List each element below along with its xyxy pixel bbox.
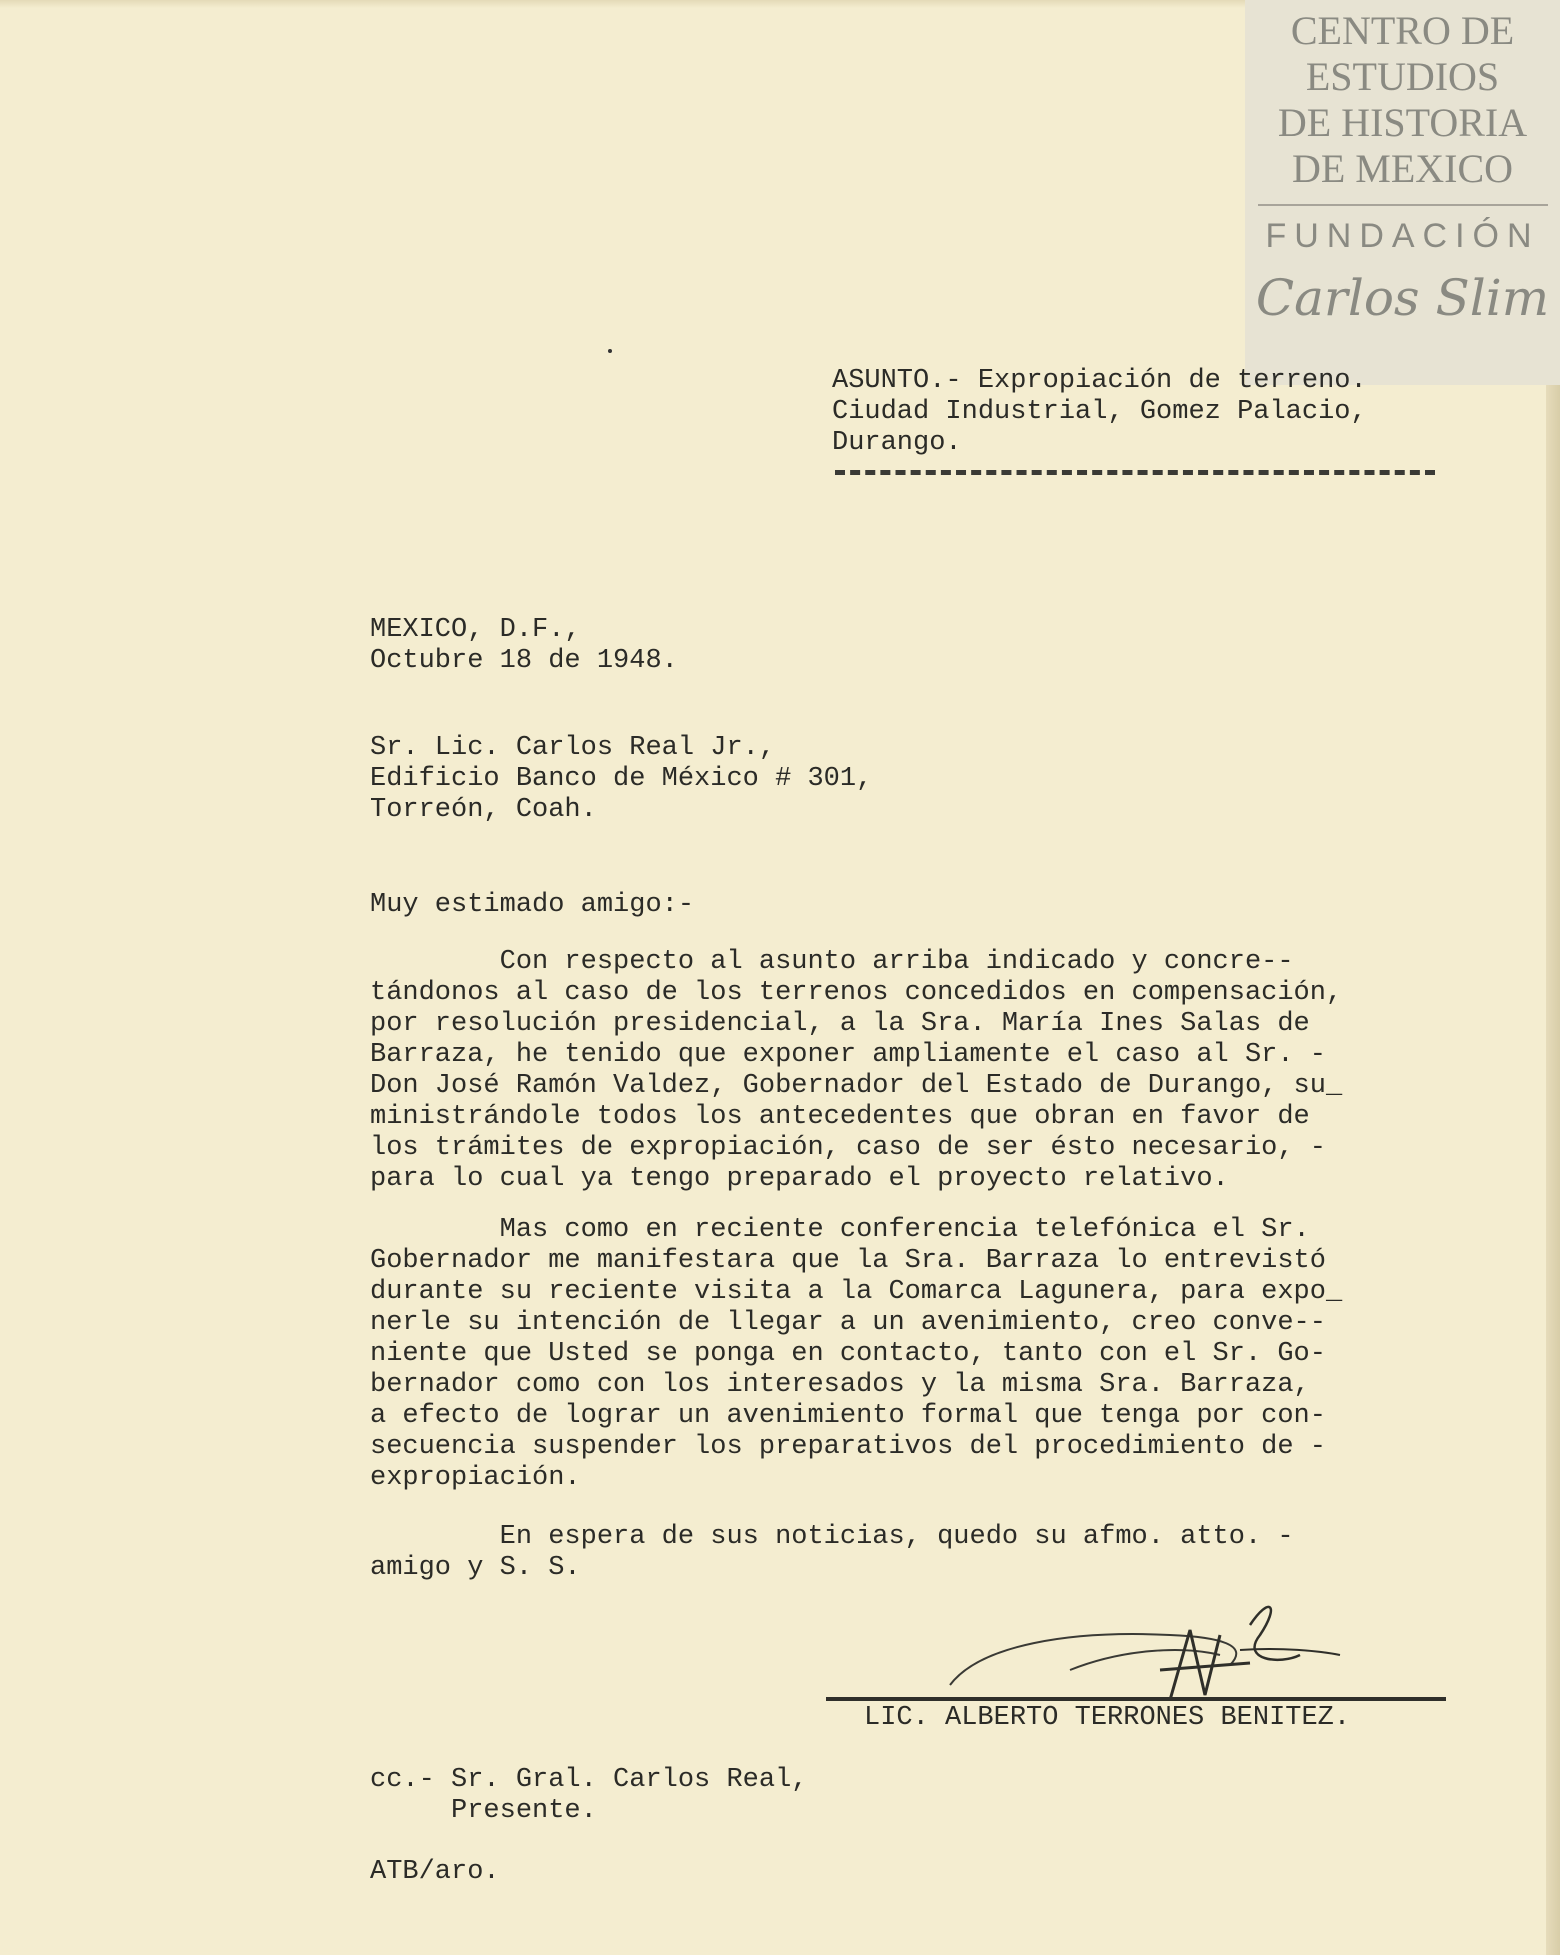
carbon-copy-block xyxy=(370,1765,807,1827)
body-line: Con respecto al asunto arriba indicado y concre-- xyxy=(370,947,1294,977)
watermark-line-3: DE HISTORIA xyxy=(1277,100,1528,145)
body-line: Barraza, he tenido que exponer ampliamente el caso al Sr. - xyxy=(370,1040,1326,1070)
signature-rule xyxy=(826,1697,1446,1701)
subject-line: Durango. xyxy=(832,428,962,458)
watermark-signature-logo: Carlos Slim xyxy=(1255,269,1550,327)
watermark-line-4: DE MEXICO xyxy=(1291,146,1514,191)
body-line: por resolución presidencial, a la Sra. María Ines Salas de xyxy=(370,1009,1310,1039)
signer-name: LIC. ALBERTO TERRONES BENITEZ. xyxy=(864,1703,1351,1733)
reference-initials: ATB/aro. xyxy=(370,1857,500,1887)
body-line: secuencia suspender los preparativos del procedimiento de - xyxy=(370,1432,1326,1462)
body-line: ministrándole todos los antecedentes que obran en favor de xyxy=(370,1102,1310,1132)
subject-block xyxy=(832,366,1367,459)
body-line: Mas como en reciente conferencia telefónica el Sr. xyxy=(370,1215,1310,1245)
address-line: Edificio Banco de México # 301, xyxy=(370,764,873,794)
body-paragraph-2 xyxy=(370,1215,1342,1494)
closing-line: amigo y S. S. xyxy=(370,1553,581,1583)
body-line: Don José Ramón Valdez, Gobernador del Estado de Durango, su_ xyxy=(370,1071,1343,1101)
archive-watermark xyxy=(1245,0,1560,385)
body-line: para lo cual ya tengo preparado el proyecto relativo. xyxy=(370,1164,1229,1194)
salutation: Muy estimado amigo:- xyxy=(370,890,695,920)
body-line: a efecto de lograr un avenimiento formal que tenga por con- xyxy=(370,1401,1326,1431)
body-line: nerle su intención de llegar a un avenimiento, creo conve-- xyxy=(370,1308,1326,1338)
watermark-fundacion: FUNDACIÓN xyxy=(1265,217,1540,255)
body-line: durante su reciente visita a la Comarca Lagunera, para expo_ xyxy=(370,1277,1343,1307)
address-line: Sr. Lic. Carlos Real Jr., xyxy=(370,733,776,763)
watermark-rule xyxy=(1258,204,1548,206)
body-line: los trámites de expropiación, caso de ser ésto necesario, - xyxy=(370,1133,1326,1163)
body-line: bernador como con los interesados y la misma Sra. Barraza, xyxy=(370,1370,1310,1400)
watermark-line-1: CENTRO DE xyxy=(1290,8,1515,53)
closing-line: En espera de sus noticias, quedo su afmo. atto. - xyxy=(370,1522,1294,1552)
date-line: MEXICO, D.F., xyxy=(370,615,581,645)
body-paragraph-1 xyxy=(370,947,1342,1195)
body-line: expropiación. xyxy=(370,1463,581,1493)
date-block xyxy=(370,615,678,677)
recipient-address xyxy=(370,733,872,826)
date-line: Octubre 18 de 1948. xyxy=(370,646,678,676)
subject-dashed-rule xyxy=(835,470,1435,475)
cc-line: cc.- Sr. Gral. Carlos Real, xyxy=(370,1765,808,1795)
cc-line: Presente. xyxy=(370,1796,597,1826)
subject-line: Ciudad Industrial, Gomez Palacio, xyxy=(832,397,1367,427)
paper-speck xyxy=(608,349,612,353)
body-line: Gobernador me manifestara que la Sra. Barraza lo entrevistó xyxy=(370,1246,1326,1276)
watermark-line-2: ESTUDIOS xyxy=(1305,54,1500,99)
address-line: Torreón, Coah. xyxy=(370,795,597,825)
body-line: niente que Usted se ponga en contacto, tanto con el Sr. Go- xyxy=(370,1339,1326,1369)
subject-line: ASUNTO.- Expropiación de terreno. xyxy=(832,366,1367,396)
body-line: tándonos al caso de los terrenos concedidos en compensación, xyxy=(370,978,1343,1008)
